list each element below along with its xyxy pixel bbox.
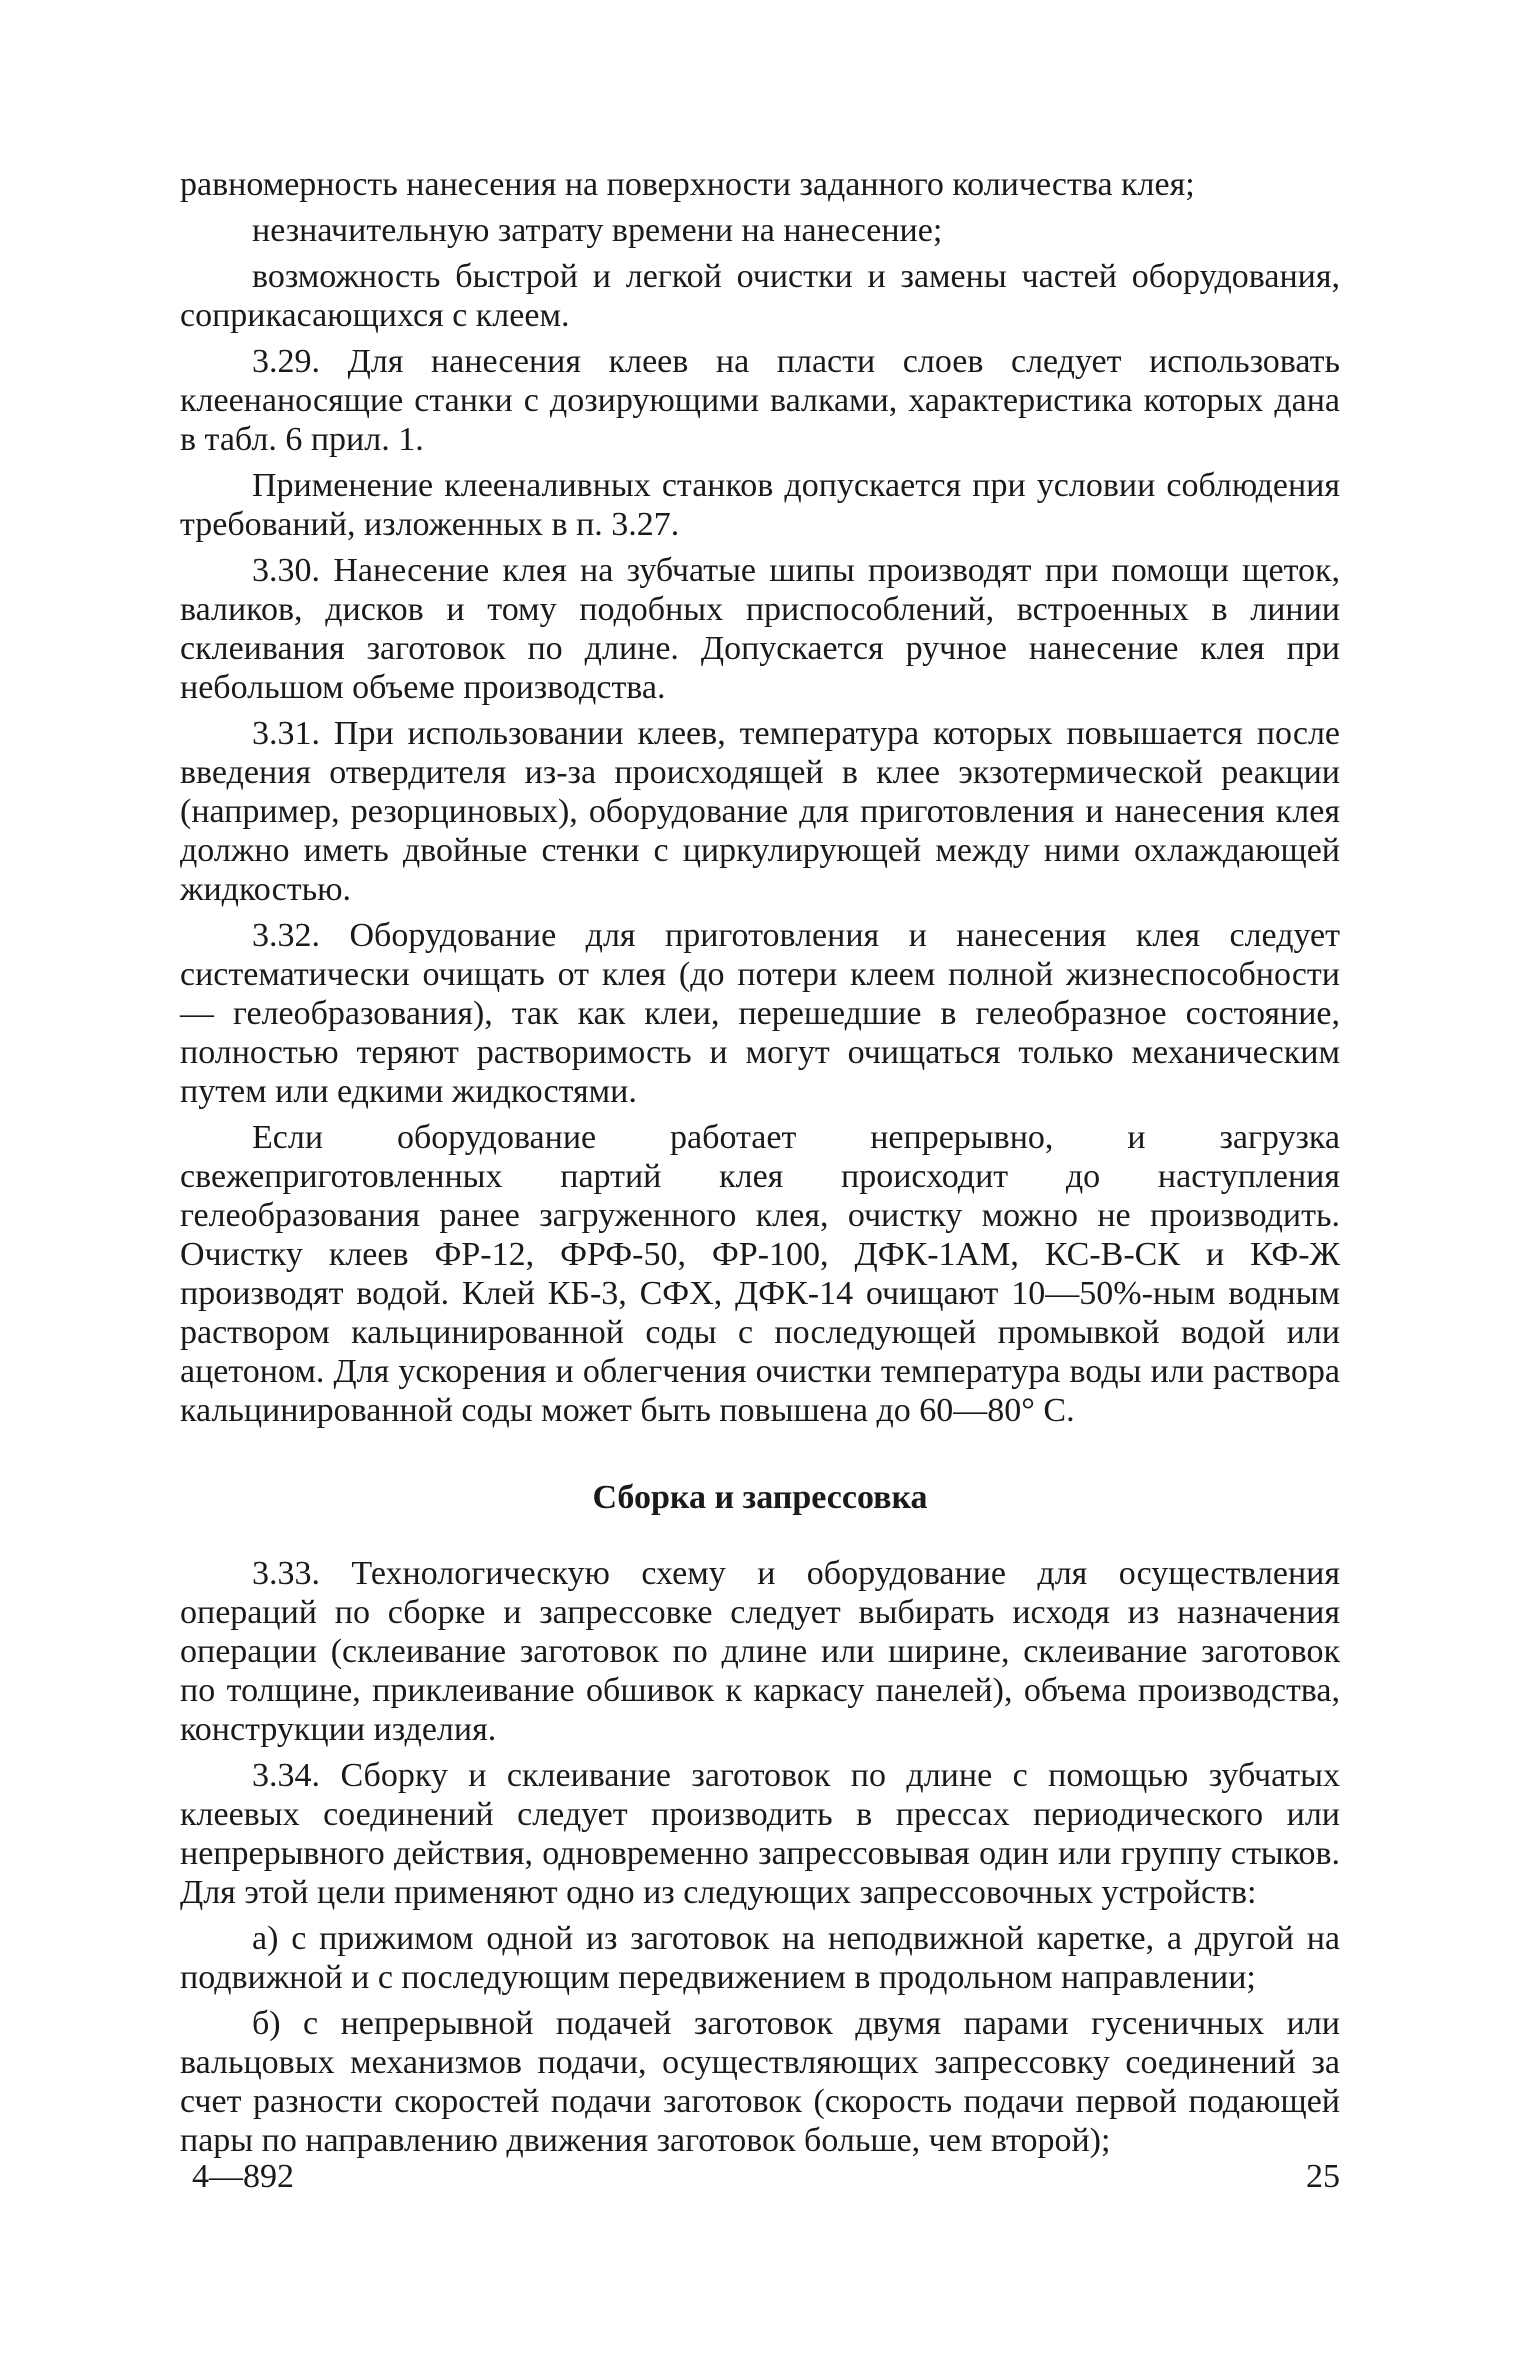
list-item-b: б) с непрерывной подачей заготовок двумя парами гусеничных или вальцовых механизмов подачи, осуществляющих запрессовку соединений за счет разности скоростей подачи заготовок (скорость подачи первой подающей пары по направлению движения заготовок больше, чем второй); xyxy=(180,2005,1340,2159)
paragraph-3-31: 3.31. При использовании клеев, температура которых повышается после введения отвердителя из-за происходящей в клее экзотермической реакции (например, резорциновых), оборудование для приготовления и нанесения клея должно иметь двойные стенки с циркулирующей между ними охлаждающей жидкостью. xyxy=(180,715,1340,908)
paragraph-time: незначительную затрату времени на нанесение; xyxy=(252,212,943,249)
list-item-a: а) с прижимом одной из заготовок на неподвижной каретке, а другой на подвижной и с последующим передвижением в продольном направлении; xyxy=(180,1920,1340,1996)
signature-code: 4—892 xyxy=(192,2158,294,2195)
paragraph-continuous-operation: Если оборудование работает непрерывно, и загрузка свежеприготовленных партий клея происходит до наступления гелеобразования ранее загруженного клея, очистку можно не производить. Очистку клеев ФР-12, ФРФ-50, ФР-100, ДФК-1АМ, КС-В-СК и КФ-Ж производят водой. Клей КБ-3, СФХ, ДФК-14 очищают 10—50%-ным водным раствором кальцинированной соды с последующей промывкой водой или ацетоном. Для ускорения и облегчения очистки температура воды или раствора кальцинированной соды может быть повышена до 60—80° С. xyxy=(180,1119,1340,1429)
section-heading: Сборка и запрессовка xyxy=(592,1479,928,1516)
paragraph-pouring-machines: Применение клееналивных станков допускается при условии соблюдения требований, изложенных в п. 3.27. xyxy=(180,467,1340,543)
page-footer xyxy=(192,2155,1340,2199)
paragraph-3-29: 3.29. Для нанесения клеев на пласти слоев следует использовать клеенаносящие станки с дозирующими валками, характеристика которых дана в табл. 6 прил. 1. xyxy=(180,343,1340,458)
document-page xyxy=(180,165,1340,2167)
paragraph-3-34: 3.34. Сборку и склеивание заготовок по длине с помощью зубчатых клеевых соединений следует производить в прессах периодического или непрерывного действия, одновременно запрессовывая один или группу стыков. Для этой цели применяют одно из следующих запрессовочных устройств: xyxy=(180,1757,1340,1911)
paragraph-cleaning: возможность быстрой и легкой очистки и замены частей оборудования, соприкасающихся с клеем. xyxy=(180,258,1340,334)
paragraph-3-30: 3.30. Нанесение клея на зубчатые шипы производят при помощи щеток, валиков, дисков и тому подобных приспособлений, встроенных в линии склеивания заготовок по длине. Допускается ручное нанесение клея при небольшом объеме производства. xyxy=(180,552,1340,706)
paragraph-3-32: 3.32. Оборудование для приготовления и нанесения клея следует систематически очищать от клея (до потери клеем полной жизнеспособности — гелеобразования), так как клеи, перешедшие в гелеобразное состояние, полностью теряют растворимость и могут очищаться только механическим путем или едкими жидкостями. xyxy=(180,917,1340,1110)
paragraph-3-33: 3.33. Технологическую схему и оборудование для осуществления операций по сборке и запрессовке следует выбирать исходя из назначения операции (склеивание заготовок по длине или ширине, склеивание заготовок по толщине, приклеивание обшивок к каркасу панелей), объема производства, конструкции изделия. xyxy=(180,1555,1340,1748)
paragraph-uniformity: равномерность нанесения на поверхности заданного количества клея; xyxy=(180,166,1195,203)
page-number: 25 xyxy=(1306,2158,1340,2195)
